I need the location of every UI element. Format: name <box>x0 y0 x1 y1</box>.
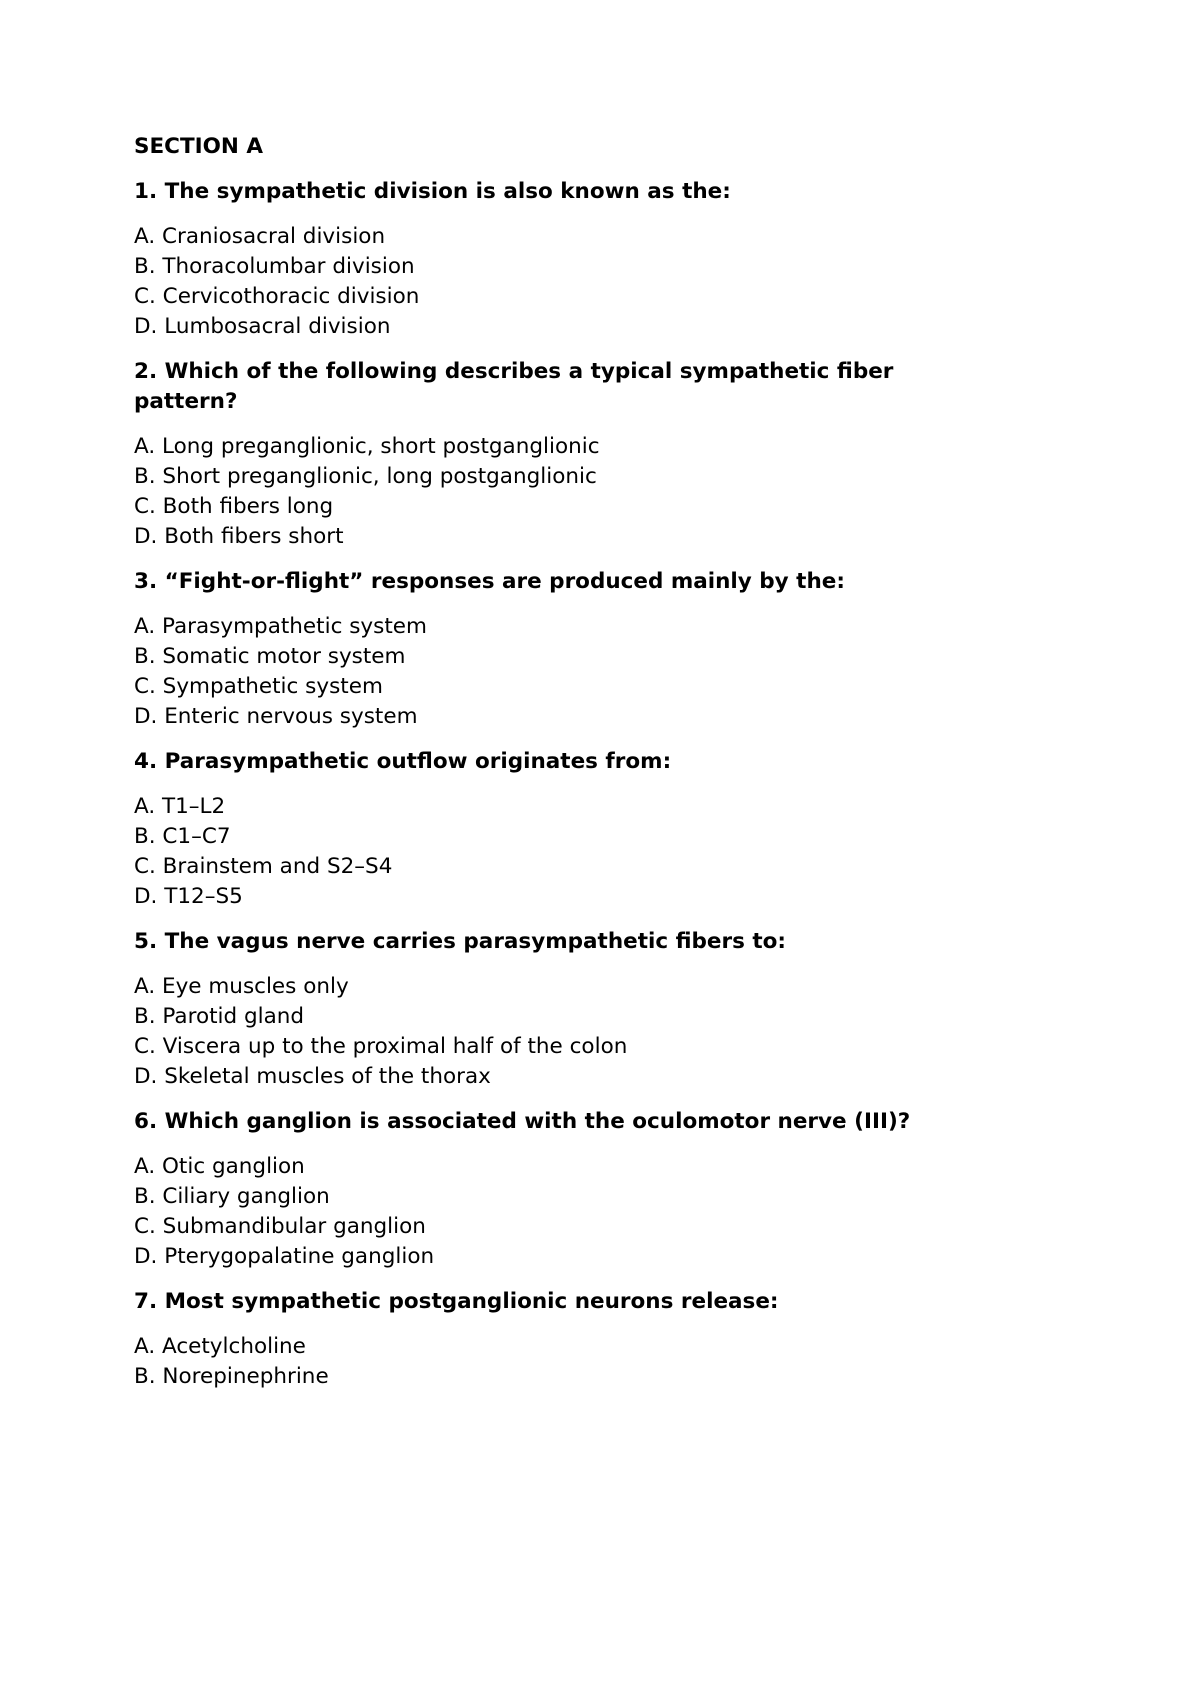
question-list <box>134 177 974 1392</box>
answer-option: B. Somatic motor system <box>134 644 406 669</box>
question-4 <box>134 747 974 912</box>
question-1 <box>134 177 974 342</box>
answer-option: B. Norepinephrine <box>134 1364 329 1389</box>
answer-option: C. Brainstem and S2–S4 <box>134 854 393 879</box>
answer-option: C. Viscera up to the proximal half of the colon <box>134 1034 628 1059</box>
answer-option: A. Long preganglionic, short postganglionic <box>134 434 600 459</box>
question-7 <box>134 1287 974 1392</box>
answer-option: B. Parotid gland <box>134 1004 305 1029</box>
answer-option: B. Thoracolumbar division <box>134 254 415 279</box>
answer-option: B. Short preganglionic, long postganglionic <box>134 464 597 489</box>
answer-option: A. Acetylcholine <box>134 1334 306 1359</box>
answer-option: B. Ciliary ganglion <box>134 1184 330 1209</box>
answer-option: A. Eye muscles only <box>134 974 349 999</box>
answer-option: D. Enteric nervous system <box>134 704 418 729</box>
answer-option: C. Cervicothoracic division <box>134 284 420 309</box>
answer-option: C. Submandibular ganglion <box>134 1214 426 1239</box>
question-text: 7. Most sympathetic postganglionic neurons release: <box>134 1289 779 1314</box>
question-text: 2. Which of the following describes a typical sympathetic fiber pattern? <box>134 359 894 414</box>
question-text: 1. The sympathetic division is also known as the: <box>134 179 731 204</box>
document-page <box>134 132 974 1407</box>
answer-option: B. C1–C7 <box>134 824 231 849</box>
answer-option: A. Parasympathetic system <box>134 614 427 639</box>
answer-option: A. Craniosacral division <box>134 224 386 249</box>
answer-option: D. T12–S5 <box>134 884 243 909</box>
question-5 <box>134 927 974 1092</box>
question-6 <box>134 1107 974 1272</box>
question-text: 3. “Fight-or-flight” responses are produced mainly by the: <box>134 569 845 594</box>
section-title: SECTION A <box>134 134 264 159</box>
answer-option: D. Both fibers short <box>134 524 344 549</box>
question-text: 4. Parasympathetic outflow originates from: <box>134 749 672 774</box>
answer-option: C. Sympathetic system <box>134 674 383 699</box>
answer-option: A. T1–L2 <box>134 794 226 819</box>
answer-option: C. Both fibers long <box>134 494 334 519</box>
question-3 <box>134 567 974 732</box>
question-2 <box>134 357 974 552</box>
answer-option: A. Otic ganglion <box>134 1154 305 1179</box>
answer-option: D. Skeletal muscles of the thorax <box>134 1064 491 1089</box>
answer-option: D. Lumbosacral division <box>134 314 391 339</box>
answer-option: D. Pterygopalatine ganglion <box>134 1244 435 1269</box>
question-text: 5. The vagus nerve carries parasympathetic fibers to: <box>134 929 787 954</box>
question-text: 6. Which ganglion is associated with the oculomotor nerve (III)? <box>134 1109 911 1134</box>
